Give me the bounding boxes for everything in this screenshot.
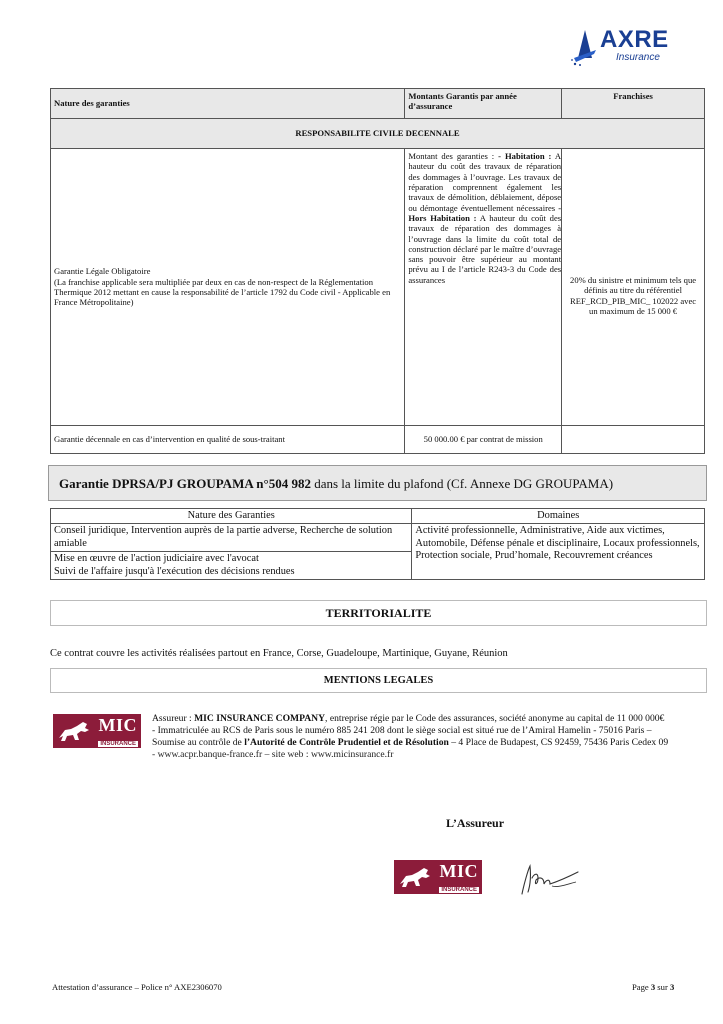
dprsa-table bbox=[50, 508, 705, 580]
row1-habitation-text: A hauteur du coût des travaux de réparation des dommages à l’ouvrage. Les travaux de réparation comprennent également les travaux de démolition, déblaiement, dépose ou démontage éventuellement nécessaires bbox=[408, 151, 562, 213]
footer-page-number bbox=[632, 982, 674, 992]
row1-hors-text: A hauteur du coût des travaux de réparation des dommages à l’ouvrage dans la limite du coût total de construction déclaré par le maître d’ouvrage sans pouvoir être supérieur au montant prévu au I de l’article R243-3 du Code des assurances bbox=[408, 212, 562, 285]
table-row bbox=[51, 149, 705, 426]
mic-logo-sub: INSURANCE bbox=[100, 741, 136, 747]
header-nature: Nature des garanties bbox=[51, 89, 405, 119]
dprsa-nature-2b: Suivi de l'affaire jusqu'à l'exécution des décisions rendues bbox=[54, 565, 295, 577]
table-header-row bbox=[51, 89, 705, 119]
header-franchises: Franchises bbox=[562, 89, 705, 119]
row1-hors-label: - Hors Habitation : bbox=[408, 202, 562, 223]
horse-icon bbox=[398, 866, 434, 890]
page-prefix: Page bbox=[632, 982, 651, 992]
dprsa-nature-2-cell bbox=[51, 552, 412, 580]
page-total: 3 bbox=[669, 982, 675, 992]
assureur-label: L’Assureur bbox=[446, 816, 505, 830]
legal-line-4[interactable]: - www.acpr.banque-france.fr – site web : www.micinsurance.fr bbox=[152, 748, 394, 760]
row2-montant: 50 000.00 € par contrat de mission bbox=[405, 426, 562, 454]
legal-line-1 bbox=[152, 713, 672, 725]
axre-logo-sub: Insurance bbox=[616, 52, 660, 63]
handwritten-signature bbox=[516, 858, 584, 900]
legal-line-3-rest: – 4 Place de Budapest, CS 92459, 75436 Paris Cedex 09 bbox=[448, 736, 669, 748]
row1-montant-cell bbox=[405, 149, 562, 426]
mic-logo bbox=[53, 714, 141, 748]
dprsa-title-rest: dans la limite du plafond (Cf. Annexe DG GROUPAMA) bbox=[310, 476, 614, 491]
dprsa-title: Garantie DPRSA/PJ GROUPAMA n°504 982 bbox=[59, 476, 311, 491]
mic-logo-sub: INSURANCE bbox=[441, 887, 477, 893]
axre-logo-name: AXRE bbox=[600, 26, 669, 53]
dprsa-header-domaines: Domaines bbox=[412, 509, 705, 524]
assureur-prefix: Assureur : bbox=[152, 713, 195, 724]
acpr-name: l’Autorité de Contrôle Prudentiel et de Résolution bbox=[244, 736, 449, 748]
dprsa-nature-1: Conseil juridique, Intervention auprès de la partie adverse, Recherche de solution amiable bbox=[51, 524, 412, 552]
page-mid: sur bbox=[655, 982, 670, 992]
mic-logo-text: MIC bbox=[98, 715, 137, 735]
header-montants: Montants Garantis par année d’assurance bbox=[405, 89, 562, 119]
row1-montant-intro: Montant des garanties : bbox=[408, 151, 499, 161]
horse-icon bbox=[57, 720, 93, 744]
footer-policy: Attestation d’assurance – Police n° AXE2306070 bbox=[52, 982, 222, 992]
dprsa-header-nature: Nature des Garanties bbox=[51, 509, 412, 524]
mic-logo-signature bbox=[394, 860, 482, 894]
row2-nature: Garantie décennale en cas d’intervention en qualité de sous-traitant bbox=[51, 426, 405, 454]
row1-nature: Garantie Légale Obligatoire bbox=[54, 266, 151, 277]
section-row bbox=[51, 119, 705, 149]
legal-line-3-prefix: Soumise au contrôle de bbox=[152, 736, 245, 748]
mic-logo-text: MIC bbox=[439, 861, 478, 881]
axre-logo bbox=[570, 26, 680, 70]
dprsa-domaines: Activité professionnelle, Administrative, Aide aux victimes, Automobile, Défense pénale et disciplinaire, Locaux professionnels, Protection sociale, Prud’homale, Recouvrement créances bbox=[412, 524, 705, 580]
axre-star-icon bbox=[570, 28, 600, 68]
mentions-title: MENTIONS LEGALES bbox=[50, 668, 707, 693]
dprsa-row bbox=[51, 524, 705, 552]
legal-line-2: - Immatriculée au RCS de Paris sous le numéro 885 241 208 dont le siège social est situé rue de l’Amiral Hamelin - 75016 Paris – bbox=[152, 724, 652, 736]
guarantees-table bbox=[50, 88, 705, 454]
page-num: 3 bbox=[650, 982, 656, 992]
row2-franchise bbox=[562, 426, 705, 454]
row1-nature-cell bbox=[51, 149, 405, 426]
territorialite-title: TERRITORIALITE bbox=[50, 600, 707, 626]
row1-habitation-label: - Habitation : bbox=[498, 151, 552, 161]
row1-franchise: 20% du sinistre et minimum tels que définis au titre du référentiel REF_RCD_PIB_MIC_ 102022 avec un maximum de 15 000 € bbox=[562, 149, 705, 426]
table-row bbox=[51, 426, 705, 454]
dprsa-title-band bbox=[48, 465, 707, 501]
legal-line-3 bbox=[152, 737, 672, 749]
legal-text bbox=[152, 713, 672, 761]
company-name: MIC INSURANCE COMPANY bbox=[194, 713, 326, 724]
section-title: RESPONSABILITE CIVILE DECENNALE bbox=[51, 119, 705, 149]
legal-line-1-rest: , entreprise régie par le Code des assurances, société anonyme au capital de 11 000 000€ bbox=[325, 713, 665, 724]
territorialite-text: Ce contrat couvre les activités réalisées partout en France, Corse, Guadeloupe, Martinique, Guyane, Réunion bbox=[50, 648, 508, 659]
row1-nature-note: (La franchise applicable sera multipliée par deux en cas de non-respect de la Réglementation Thermique 2012 mettant en cause la responsabilité de l’article 1792 du Code civil - Applicable en France Métropolitaine) bbox=[54, 276, 391, 308]
dprsa-header-row bbox=[51, 509, 705, 524]
dprsa-nature-2a: Mise en œuvre de l'action judiciaire avec l'avocat bbox=[54, 553, 259, 565]
